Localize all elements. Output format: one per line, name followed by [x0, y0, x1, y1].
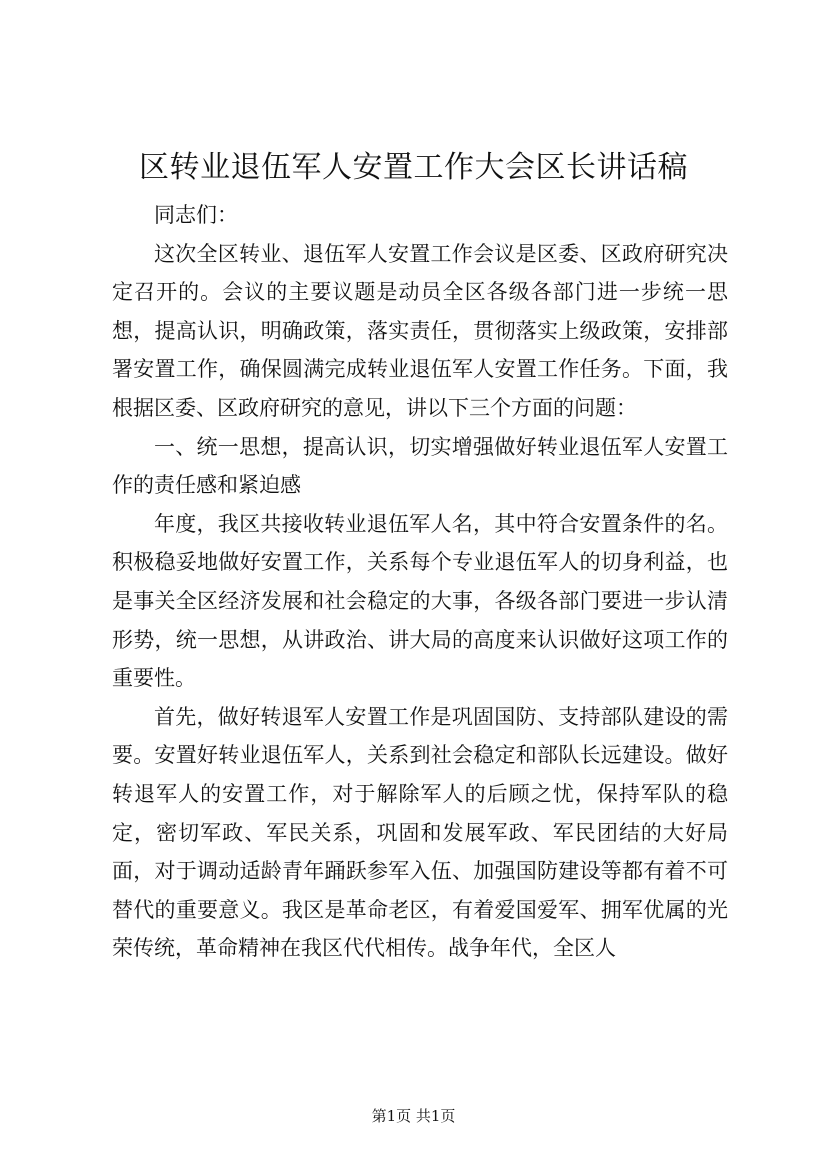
paragraph-first-point: 首先，做好转退军人安置工作是巩固国防、支持部队建设的需要。安置好转业退伍军人，关系到社会稳定和部队长远建设。做好转退军人的安置工作，对于解除军人的后顾之忧，保持军队的稳定，密切军政、军民关系，巩固和发展军政、军民团结的大好局面，对于调动适龄青年踊跃参军入伍、加强国防建设等都有着不可替代的重要意义。我区是革命老区，有着爱国爱军、拥军优属的光荣传统，革命精神在我区代代相传。战争年代，全区人	[112, 704, 728, 961]
section-heading-1: 一、统一思想，提高认识，切实增强做好转业退伍军人安置工作的责任感和紧迫感	[112, 434, 728, 498]
document-title: 区转业退伍军人安置工作大会区长讲话稿	[139, 150, 688, 185]
paragraph-intro: 这次全区转业、退伍军人安置工作会议是区委、区政府研究决定召开的。会议的主要议题是动员全区各级各部门进一步统一思想，提高认识，明确政策，落实责任，贯彻落实上级政策，安排部署安置工作，确保圆满完成转业退伍军人安置工作任务。下面，我根据区委、区政府研究的意见，讲以下三个方面的问题：	[112, 241, 728, 420]
page-footer: 第1页 共1页	[371, 1107, 456, 1125]
salutation: 同志们：	[154, 203, 238, 227]
document-body	[112, 196, 728, 968]
paragraph-year-summary: 年度，我区共接收转业退伍军人名，其中符合安置条件的名。积极稳妥地做好安置工作，关系每个专业退伍军人的切身利益，也是事关全区经济发展和社会稳定的大事，各级各部门要进一步认清形势，统一思想，从讲政治、讲大局的高度来认识做好这项工作的重要性。	[112, 511, 728, 691]
